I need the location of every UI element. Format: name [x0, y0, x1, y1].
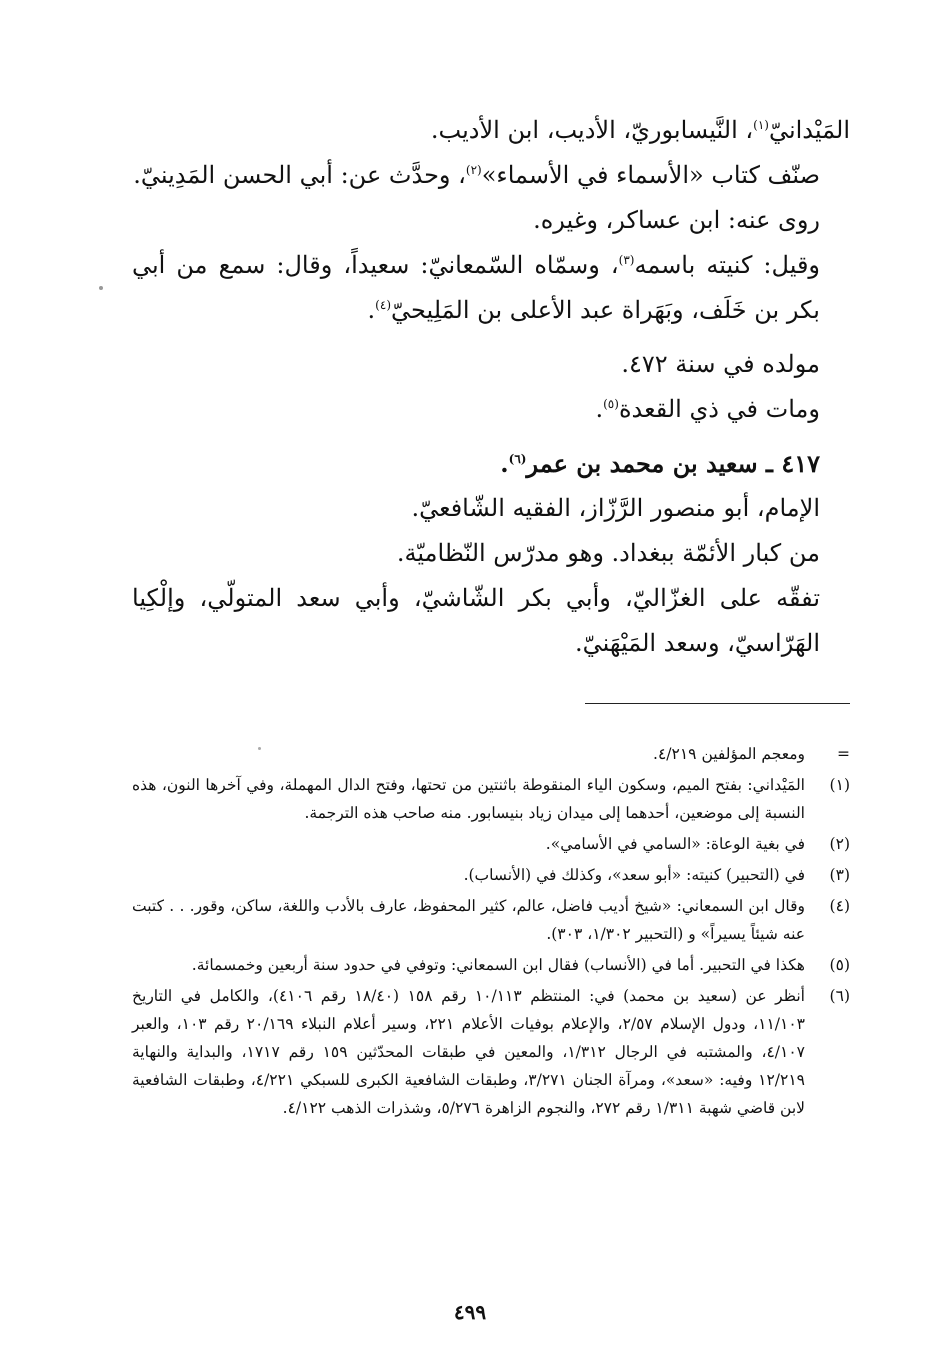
footnote-text: المَيْداني: بفتح الميم، وسكون الياء المنقوطة باثنتين من تحتها، وفتح الدال المهملة، وفي آخرها النون، هذه النسبة إلى موضعين، أحدهما إلى ميدان زياد بنيسابور. منه صاحب هذه الترجمة. [132, 776, 805, 822]
text-line: صنّف كتاب «الأسماء في الأسماء»$^{(٢)}$، وحدَّث عن: أبي الحسن المَدِينيّ. [133, 161, 820, 189]
footnote-ref: (٣) [618, 253, 635, 267]
footnote-mark: (٤) [829, 897, 850, 915]
footnote-ref: (٢) [465, 163, 482, 177]
text-line: المَيْدانيّ$^{(١)}$، النَّيسابوريّ، الأديب، ابن الأديب. [430, 116, 850, 144]
footnote-ref: (١) [753, 118, 769, 132]
footnote-item [132, 892, 850, 948]
footnote-item [132, 861, 850, 889]
footnotes [132, 740, 850, 1125]
footnote-item [132, 771, 850, 827]
footnote-text: أنظر عن (سعيد بن محمد) في: المنتظم ١٠/١١٣ رقم ١٥٨ (١٨/٤٠ رقم ٤١٠٦)، والكامل في التاريخ ١١/١٠٣، ودول الإسلام ٢/٥٧، والإعلام بوفيات الأعلام ٢٢١، وسير أعلام النبلاء ٢٠/١٦٩ رقم ١٠٣، والعبر ٤/١٠٧، والمشتبه في الرجال ١/٣١٢، والمعين في طبقات المحدّثين ١٥٩ رقم ١٧١٧، والبداية والنهاية ١٢/٢١٩ وفيه: «سعد»، ومرآة الجنان ٣/٢٧١، وطبقات الشافعية الكبرى للسبكي ٤/٢٢١، وطبقات الشافعية لابن قاضي شهبة ١/٣١١ رقم ٢٧٢، والنجوم الزاهرة ٥/٢٧٦، وشذرات الذهب ٤/١٢٢. [132, 987, 805, 1117]
footnote-item [132, 982, 850, 1122]
margin-dot [99, 286, 103, 290]
footnote-text: في بغية الوعاة: «السامي في الأسامي». [545, 835, 805, 853]
footnote-text: ومعجم المؤلفين ٤/٢١٩. [653, 745, 805, 763]
text-line: روى عنه: ابن عساكر، وغيره. [533, 206, 820, 234]
footnote-ref: (٦) [508, 452, 527, 466]
page-number: ٤٩٩ [453, 1300, 487, 1324]
footnote-item [132, 951, 850, 979]
text-line: من كبار الأئمّة ببغداد. وهو مدرّس النّظاميّة. [396, 539, 820, 567]
text-line: الإمام، أبو منصور الرَّزّاز، الفقيه الشّافعيّ. [411, 494, 820, 522]
text-line: وقيل: كنيته باسمه$^{(٣)}$، وسمّاه السّمعانيّ: سعيداً، وقال: سمع من أبي بكر بن خَلَف، وبَهَراة عبد الأعلى بن المَلِيحيّ$^{(٤)}$. [132, 251, 821, 324]
text-line: تفقّه على الغزّاليّ، وأبي بكر الشّاشيّ، وأبي سعد المتولّي، وإلْكِيا الهَرّاسيّ، وسعد المَيْهَنيّ. [132, 584, 820, 657]
footnote-mark: (١) [829, 776, 850, 794]
footnote-separator [585, 703, 850, 704]
footnote-mark: = [837, 745, 850, 763]
footnote-mark: (٢) [829, 835, 850, 853]
footnote-text: وقال ابن السمعاني: «شيخ أديب فاضل، عالم، كثير المحفوظ، عارف بالأدب واللغة، ساكن، وقور. . . كتبت عنه شيئاً يسيراً» و (التحبير ١/٣٠٢، ٣٠٣). [132, 897, 805, 943]
main-text [132, 108, 850, 666]
footnote-ref: (٤) [375, 298, 391, 312]
text-line: ومات في ذي القعدة$^{(٥)}$. [595, 395, 820, 423]
footnote-text: هكذا في التحبير. أما في (الأنساب) فقال ابن السمعاني: وتوفي في حدود سنة أربعين وخمسمائة. [191, 956, 805, 974]
footnote-item [132, 830, 850, 858]
footnote-mark: (٥) [829, 956, 850, 974]
footnote-text: في (التحبير) كنيته: «أبو سعد»، وكذلك في (الأنساب). [463, 866, 805, 884]
text-line: مولده في سنة ٤٧٢. [621, 350, 820, 378]
entry-heading: ٤١٧ ـ سعيد بن محمد بن عمر$^{(٦)}$. [500, 449, 820, 478]
footnote-mark: (٣) [829, 866, 850, 884]
footnote-ref: (٥) [603, 397, 619, 411]
footnote-mark: (٦) [829, 987, 850, 1005]
footnote-item [132, 740, 850, 768]
